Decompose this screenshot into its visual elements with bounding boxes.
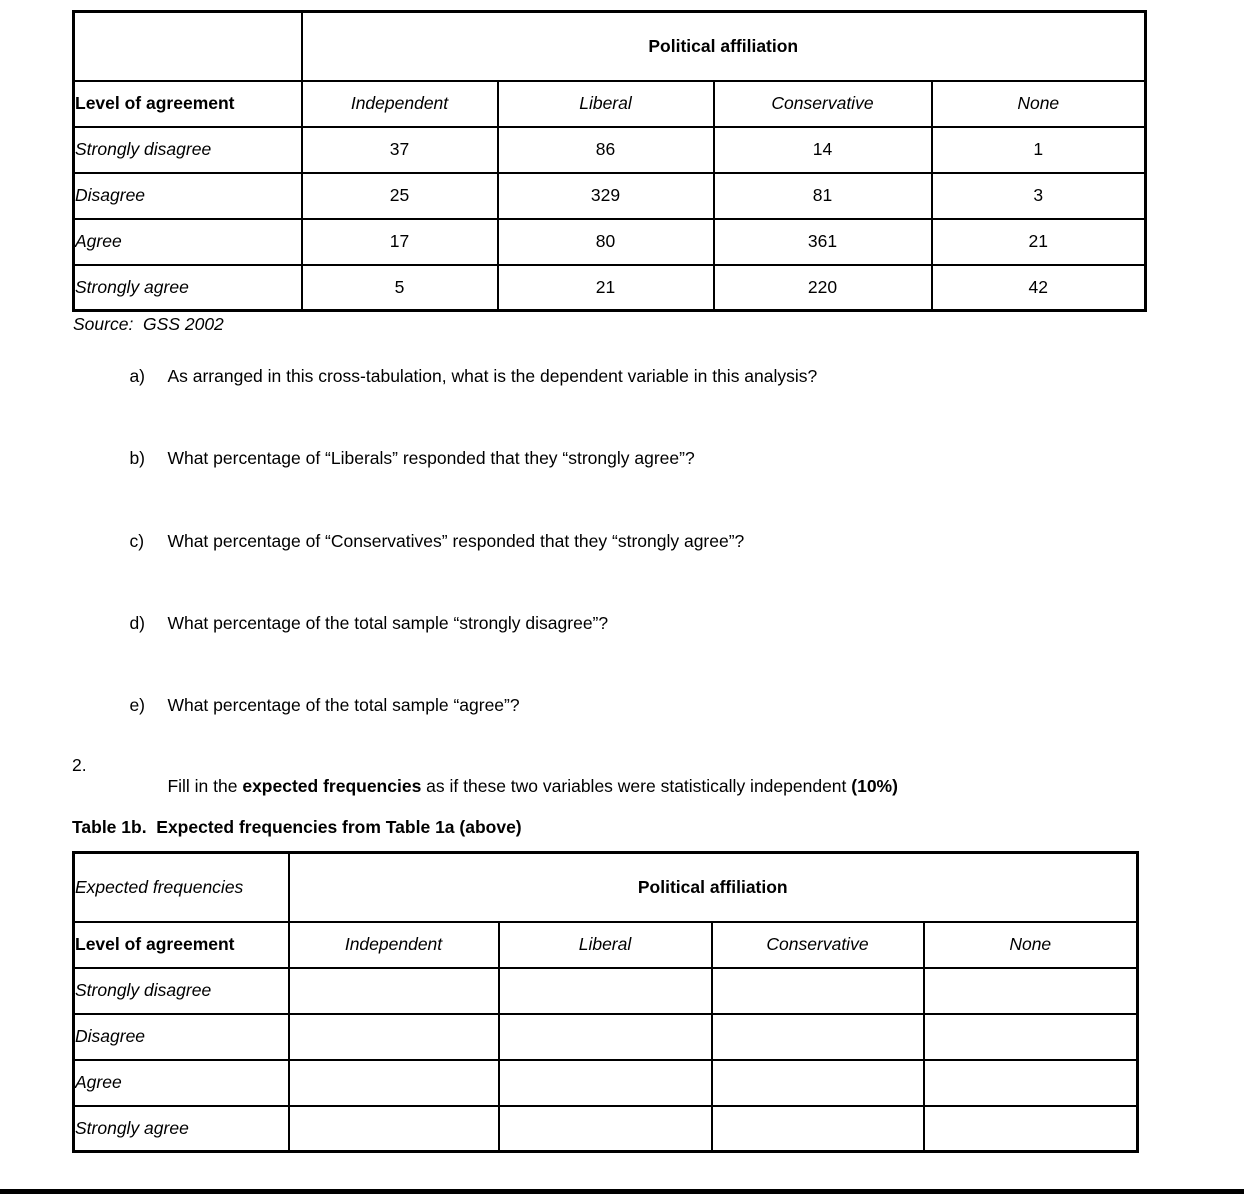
question-e: [110, 674, 1160, 737]
frequency-cell: 21: [932, 219, 1146, 265]
table-row: [74, 219, 1146, 265]
column-header-liberal: Liberal: [499, 922, 712, 968]
frequency-cell: 80: [498, 219, 714, 265]
question-2-number: 2.: [72, 755, 87, 775]
column-header-independent: Independent: [302, 81, 498, 127]
question-b: [110, 427, 1160, 490]
column-header-none: None: [924, 922, 1138, 968]
expected-frequency-cell: [924, 1014, 1138, 1060]
question-letter: c): [129, 531, 145, 551]
source-note: Source: GSS 2002: [73, 314, 224, 334]
question-text: What percentage of “Conservatives” responded that they “strongly agree”?: [167, 531, 745, 551]
table-row: [74, 265, 1146, 311]
frequency-cell: 361: [714, 219, 932, 265]
expected-frequency-cell: [499, 1060, 712, 1106]
frequency-cell: 3: [932, 173, 1146, 219]
question-text: As arranged in this cross-tabulation, what is the dependent variable in this analysis?: [167, 366, 818, 386]
expected-frequency-cell: [712, 1106, 924, 1152]
expected-frequency-cell: [499, 1014, 712, 1060]
expected-frequency-cell: [712, 1014, 924, 1060]
frequency-cell: 42: [932, 265, 1146, 311]
frequency-cell: 1: [932, 127, 1146, 173]
question-text: What percentage of “Liberals” responded that they “strongly agree”?: [167, 448, 695, 468]
frequency-cell: 21: [498, 265, 714, 311]
expected-frequency-cell: [289, 1106, 499, 1152]
expected-frequency-cell: [924, 1060, 1138, 1106]
row-label: Strongly disagree: [74, 968, 289, 1014]
question-2-text: [148, 755, 1168, 818]
column-header-conservative: Conservative: [714, 81, 932, 127]
page-bottom-divider: [0, 1189, 1244, 1194]
question-d: [110, 592, 1160, 655]
expected-frequencies-table: [72, 851, 1139, 1153]
expected-frequency-cell: [712, 1060, 924, 1106]
level-of-agreement-header: Level of agreement: [74, 922, 289, 968]
row-label: Disagree: [74, 173, 302, 219]
table-row: [74, 1106, 1138, 1152]
frequency-cell: 220: [714, 265, 932, 311]
question-text: What percentage of the total sample “strongly disagree”?: [167, 613, 609, 633]
expected-frequency-cell: [499, 968, 712, 1014]
observed-frequencies-table: [72, 10, 1147, 312]
question-letter: b): [129, 448, 146, 468]
expected-frequency-cell: [289, 968, 499, 1014]
corner-cell: [74, 12, 302, 81]
question-letter: a): [129, 366, 146, 386]
expected-frequency-cell: [289, 1014, 499, 1060]
frequency-cell: 81: [714, 173, 932, 219]
question-2-bold-tail: (10%): [851, 776, 898, 796]
frequency-cell: 17: [302, 219, 498, 265]
frequency-cell: 37: [302, 127, 498, 173]
row-label: Agree: [74, 219, 302, 265]
table-row: [74, 968, 1138, 1014]
question-a: [110, 345, 1160, 408]
table-row: [74, 127, 1146, 173]
expected-frequency-cell: [924, 1106, 1138, 1152]
table-row: [74, 173, 1146, 219]
column-header-none: None: [932, 81, 1146, 127]
expected-frequency-cell: [712, 968, 924, 1014]
expected-frequency-cell: [499, 1106, 712, 1152]
column-header-independent: Independent: [289, 922, 499, 968]
frequency-cell: 25: [302, 173, 498, 219]
row-label: Strongly disagree: [74, 127, 302, 173]
political-affiliation-header: Political affiliation: [302, 12, 1146, 81]
question-c: [110, 510, 1160, 573]
table-row: [74, 1060, 1138, 1106]
political-affiliation-header: Political affiliation: [289, 853, 1138, 922]
frequency-cell: 86: [498, 127, 714, 173]
level-of-agreement-header: Level of agreement: [74, 81, 302, 127]
column-header-liberal: Liberal: [498, 81, 714, 127]
question-2-bold-phrase: expected frequencies: [242, 776, 422, 796]
expected-frequency-cell: [289, 1060, 499, 1106]
column-header-conservative: Conservative: [712, 922, 924, 968]
question-letter: d): [129, 613, 146, 633]
question-2-text-middle: as if these two variables were statistically independent: [421, 776, 852, 796]
row-label: Strongly agree: [74, 1106, 289, 1152]
frequency-cell: 329: [498, 173, 714, 219]
row-label: Agree: [74, 1060, 289, 1106]
expected-frequency-cell: [924, 968, 1138, 1014]
row-label: Disagree: [74, 1014, 289, 1060]
frequency-cell: 5: [302, 265, 498, 311]
table-row: [74, 1014, 1138, 1060]
question-text: What percentage of the total sample “agree”?: [167, 695, 520, 715]
question-letter: e): [129, 695, 146, 715]
expected-frequencies-corner-label: Expected frequencies: [74, 853, 289, 922]
question-2-text-start: Fill in the: [167, 776, 243, 796]
table-1b-caption: Table 1b. Expected frequencies from Table 1a (above): [72, 817, 522, 837]
row-label: Strongly agree: [74, 265, 302, 311]
frequency-cell: 14: [714, 127, 932, 173]
